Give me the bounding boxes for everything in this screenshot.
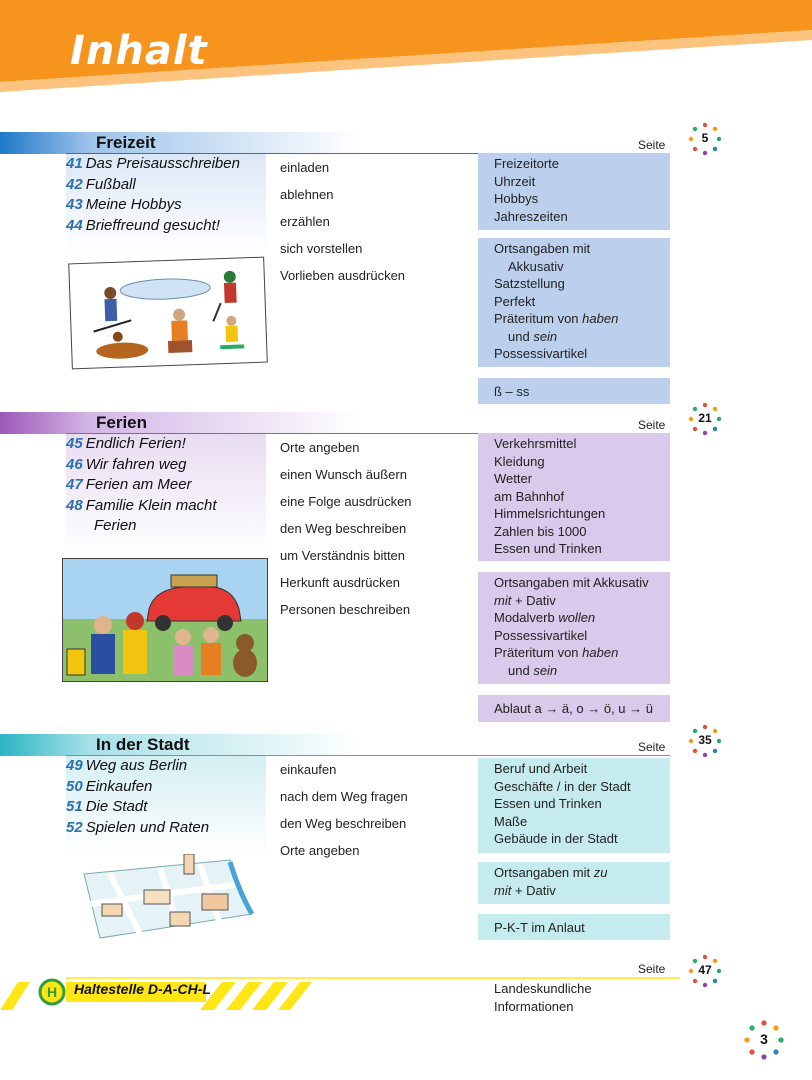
holiday-family-drawing xyxy=(63,559,268,682)
lesson-item: 52 Spielen und Raten xyxy=(66,818,210,836)
haltestelle-info: Landeskundliche Informationen xyxy=(494,981,592,1014)
city-map-drawing xyxy=(80,854,256,942)
function-item: nach dem Weg fragen xyxy=(280,789,408,804)
vocab-box: Verkehrsmittel Kleidung Wetter am Bahnhof Himmelsrichtungen Zahlen bis 1000 Essen und Trinken xyxy=(478,433,670,561)
page-number-badge xyxy=(744,1020,784,1060)
function-item: Orte angeben xyxy=(280,843,360,858)
pronunciation-box: Ablaut a → ä, o → ö, u → ü xyxy=(478,695,670,722)
lesson-item: 51 Die Stadt xyxy=(66,798,148,815)
section-title: Freizeit xyxy=(96,133,156,152)
pronunciation-box: P-K-T im Anlaut xyxy=(478,914,670,940)
function-item: Orte angeben xyxy=(280,440,360,455)
illustration-winter-sports xyxy=(68,257,268,370)
pronunciation-box: ß – ss xyxy=(478,378,670,404)
lesson-item: 42 Fußball xyxy=(66,175,136,193)
page-number: 35 xyxy=(698,733,712,747)
illustration-city-map xyxy=(80,854,256,942)
seite-label: Seite xyxy=(638,740,666,754)
lesson-item: 45 Endlich Ferien! xyxy=(66,435,186,452)
section-freizeit xyxy=(0,132,812,407)
page-badge xyxy=(688,122,722,156)
page-number: 47 xyxy=(698,963,712,977)
function-item: ablehnen xyxy=(280,187,334,202)
function-item: einen Wunsch äußern xyxy=(280,467,407,482)
lesson-list xyxy=(66,154,266,254)
grammar-box: Ortsangaben mit Akkusativ mit + Dativ Modalverb wollen Possessivartikel Präteritum von haben und sein xyxy=(478,572,670,684)
vocab-box: Beruf und Arbeit Geschäfte / in der Stadt Essen und Trinken Maße Gebäude in der Stadt xyxy=(478,758,670,853)
page-number: 3 xyxy=(760,1031,768,1047)
grammar-box: Ortsangaben mit Akkusativ Satzstellung Perfekt Präteritum von haben und sein Possessivartikel xyxy=(478,238,670,367)
function-list xyxy=(280,434,480,623)
function-item: eine Folge ausdrücken xyxy=(280,494,412,509)
function-item: den Weg beschreiben xyxy=(280,521,407,536)
lesson-item: 50 Einkaufen xyxy=(66,777,153,795)
section-in-der-stadt xyxy=(0,734,812,944)
lesson-list xyxy=(66,434,266,556)
svg-text:H: H xyxy=(46,984,58,1000)
header-banner xyxy=(0,0,812,110)
bus-stop-icon xyxy=(38,978,66,1006)
function-item: einkaufen xyxy=(280,762,337,777)
function-item: sich vorstellen xyxy=(280,241,363,256)
lesson-item: 46 Wir fahren weg xyxy=(66,455,187,473)
page-number: 21 xyxy=(698,411,712,425)
illustration-holiday-family xyxy=(62,558,268,682)
function-list xyxy=(280,756,480,864)
function-item: Herkunft ausdrücken xyxy=(280,575,400,590)
section-title: Ferien xyxy=(96,413,148,432)
section-title: In der Stadt xyxy=(96,735,190,754)
function-item: Vorlieben ausdrücken xyxy=(280,268,406,283)
page-badge xyxy=(688,954,722,988)
function-item: Personen beschreiben xyxy=(280,602,411,617)
section-haltestelle xyxy=(0,960,812,1020)
lesson-item: 44 Brieffreund gesucht! xyxy=(66,216,220,234)
page-badge xyxy=(688,402,722,436)
lesson-item: 41 Das Preisausschreiben xyxy=(66,155,240,172)
section-color-bar xyxy=(0,412,360,434)
seite-label: Seite xyxy=(638,138,666,152)
seite-label: Seite xyxy=(638,962,666,976)
lesson-item: 49 Weg aus Berlin xyxy=(66,757,188,774)
lesson-list xyxy=(66,756,266,856)
function-item: um Verständnis bitten xyxy=(280,548,406,563)
function-item: den Weg beschreiben xyxy=(280,816,407,831)
winter-sports-drawing xyxy=(69,258,268,370)
lesson-item: 43 Meine Hobbys xyxy=(66,196,182,213)
haltestelle-title: Haltestelle D-A-CH-L xyxy=(74,981,211,997)
section-header xyxy=(0,734,680,758)
page-number: 5 xyxy=(701,131,709,145)
lesson-item: 48 Familie Klein macht xyxy=(66,496,217,514)
function-item: erzählen xyxy=(280,214,330,229)
function-item: einladen xyxy=(280,160,330,175)
grammar-box: Ortsangaben mit zu mit + Dativ xyxy=(478,862,670,904)
lesson-item-cont: Ferien xyxy=(94,517,137,534)
section-ferien xyxy=(0,412,812,722)
section-color-bar xyxy=(0,132,360,154)
lesson-item: 47 Ferien am Meer xyxy=(66,476,192,493)
seite-label: Seite xyxy=(638,418,666,432)
page-title: Inhalt xyxy=(70,28,208,74)
vocab-box: Freizeitorte Uhrzeit Hobbys Jahreszeiten xyxy=(478,153,670,230)
function-list xyxy=(280,154,480,289)
page-badge xyxy=(688,724,722,758)
